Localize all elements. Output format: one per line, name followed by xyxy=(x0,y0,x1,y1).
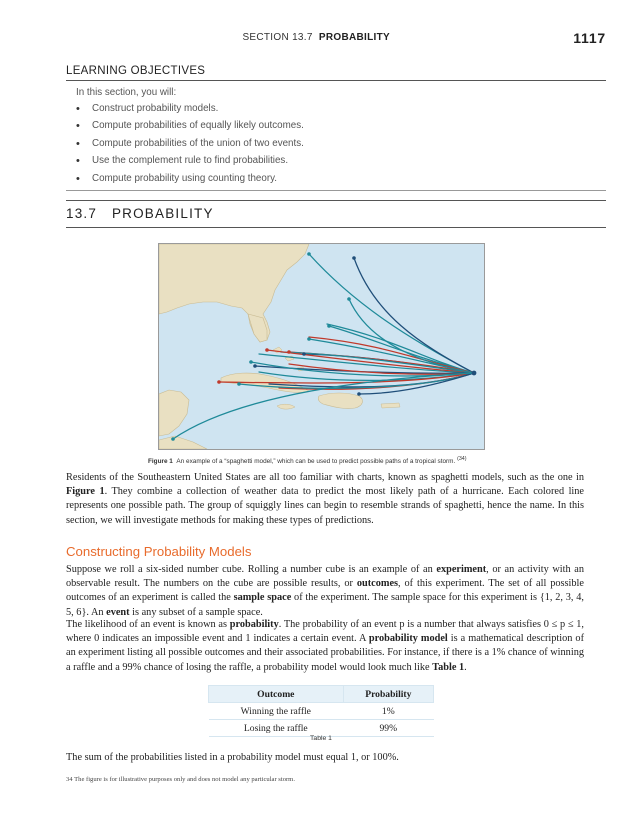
path-end-marker xyxy=(352,256,356,260)
running-head-section xyxy=(242,32,390,43)
text-run: Residents of the Southeastern United States are all too familiar with charts, known as spaghetti models, such as the one in xyxy=(66,472,584,483)
path-end-marker xyxy=(237,382,241,386)
term-sample-space: sample space xyxy=(233,592,292,604)
subsection-heading: Constructing Probability Models xyxy=(66,544,252,559)
figure-reference: Figure 1 xyxy=(66,486,105,498)
section-heading-title: PROBABILITY xyxy=(111,206,214,221)
path-end-marker xyxy=(307,252,311,256)
running-head xyxy=(0,30,630,46)
text-run: , of this experiment. The set of all possible outcomes of an experiment is called the xyxy=(66,578,584,604)
objective-item: • Compute probability using counting theory. xyxy=(76,172,304,189)
learning-objectives-intro: In this section, you will: xyxy=(76,87,177,98)
origin-marker xyxy=(472,371,477,376)
sum-sentence: The sum of the probabilities listed in a probability model must equal 1, or 100%. xyxy=(66,752,399,763)
text-run: of the experiment. The sample space for this experiment is {1, 2, 3, 4, 5, 6}. An xyxy=(66,592,585,618)
probability-paragraph xyxy=(66,618,584,675)
path-end-marker xyxy=(327,324,331,328)
path-end-marker xyxy=(302,352,306,356)
term-outcomes: outcomes xyxy=(356,578,399,590)
page-number: 1117 xyxy=(573,30,606,46)
figure-caption-text: An example of a “spaghetti model,” which can be used to predict possible paths of a tropical storm. xyxy=(176,458,456,466)
probability-table xyxy=(208,685,434,737)
figure-label: Figure 1 xyxy=(148,458,173,466)
path-end-marker xyxy=(253,364,257,368)
objective-item: • Use the complement rule to find probabilities. xyxy=(76,154,304,171)
experiment-paragraph xyxy=(66,563,584,620)
term-experiment: experiment xyxy=(436,564,487,575)
text-run: is any subset of a sample space. xyxy=(129,606,263,618)
objective-item: • Compute probabilities of the union of two events. xyxy=(76,137,304,154)
path-end-marker xyxy=(217,380,221,384)
path-end-marker xyxy=(171,437,175,441)
term-event: event xyxy=(106,606,130,618)
objective-item: • Construct probability models. xyxy=(76,102,304,119)
term-probability-model: probability model xyxy=(368,633,448,645)
term-probability: probability xyxy=(229,619,279,630)
table-reference: Table 1 xyxy=(432,661,465,673)
table-cell: 1% xyxy=(343,703,433,720)
learning-objectives-list xyxy=(76,102,304,189)
path-end-marker xyxy=(347,297,351,301)
text-run: is a mathematical description of an experiment listing all possible outcomes and their associated probabilities. For instance, if there is a 1% chance of winning a raffle and a 99% chance of losing the raffle, a probability model would look much like xyxy=(66,633,584,673)
learning-objectives-title: LEARNING OBJECTIVES xyxy=(66,65,206,77)
section-prefix: SECTION 13.7 xyxy=(242,32,313,43)
divider xyxy=(66,227,606,228)
path-end-marker xyxy=(357,392,361,396)
column-header: Probability xyxy=(343,686,433,703)
table-row xyxy=(209,720,434,737)
spaghetti-map-svg xyxy=(159,244,484,449)
path-end-marker xyxy=(307,337,311,341)
table-caption: Table 1 xyxy=(310,735,332,742)
table-row xyxy=(209,703,434,720)
path-end-marker xyxy=(265,348,269,352)
divider xyxy=(66,80,606,81)
path-end-marker xyxy=(287,350,291,354)
intro-paragraph xyxy=(66,471,584,528)
text-run: , or an activity with an observable result. The numbers on the cube are possible results, or xyxy=(66,564,584,590)
puerto-rico xyxy=(381,403,400,408)
text-run: Suppose we roll a six-sided number cube. Rolling a number cube is an example of an xyxy=(66,564,437,575)
text-run: The likelihood of an event is known as xyxy=(66,619,230,630)
spaghetti-model-figure xyxy=(158,243,485,450)
section-heading xyxy=(66,206,214,221)
divider xyxy=(66,200,606,201)
column-header: Outcome xyxy=(209,686,344,703)
table-header-row xyxy=(209,686,434,703)
path-end-marker xyxy=(249,360,253,364)
text-run: . The probability of an event p is a number that always satisfies 0 ≤ p ≤ 1, where 0 indicates an impossible event and 1 indicates a certain event. A xyxy=(66,619,584,645)
table-cell: Winning the raffle xyxy=(209,703,344,720)
figure-caption xyxy=(148,456,467,465)
divider xyxy=(66,190,606,191)
section-number: 13.7 xyxy=(66,206,98,221)
section-title: PROBABILITY xyxy=(318,32,390,43)
text-run: . They combine a collection of weather data to predict the most likely path of a hurricane. Each colored line represents one possible path. The group of squiggly lines can begin to resemble strands of spaghetti, hence the name. In this section, we will investigate methods for making these types of predictions. xyxy=(66,486,585,526)
objective-item: • Compute probabilities of equally likely outcomes. xyxy=(76,119,304,136)
table-cell: 99% xyxy=(343,720,433,737)
table-cell: Losing the raffle xyxy=(209,720,344,737)
footnote: 34 The figure is for illustrative purposes only and does not model any particular storm. xyxy=(66,776,295,783)
text-run: . xyxy=(464,661,467,673)
figure-footnote-ref: (34) xyxy=(457,456,467,462)
